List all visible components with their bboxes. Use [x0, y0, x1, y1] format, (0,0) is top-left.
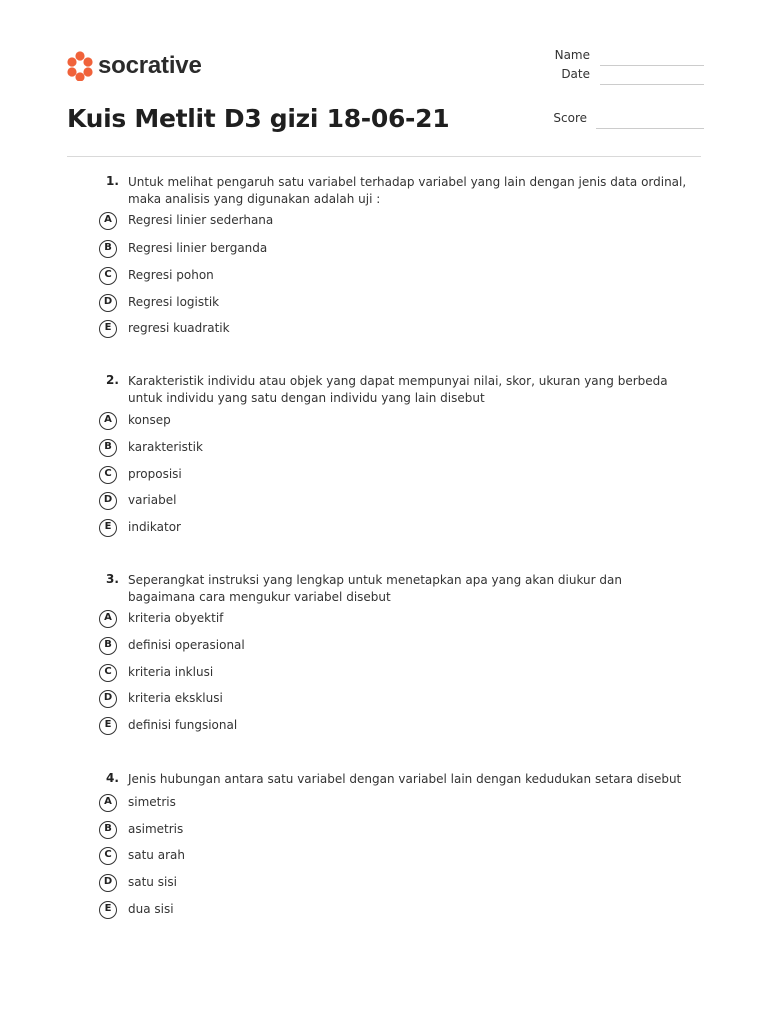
- question-number: 2.: [106, 373, 119, 387]
- option-a[interactable]: [99, 212, 659, 234]
- socrative-logo: [67, 50, 202, 82]
- option-d[interactable]: [99, 690, 659, 712]
- date-field[interactable]: [524, 67, 704, 85]
- option-text: definisi operasional: [128, 638, 245, 652]
- option-d[interactable]: [99, 294, 659, 316]
- question-number: 1.: [106, 174, 119, 188]
- logo-text: socrative: [98, 52, 202, 79]
- question-number: 3.: [106, 572, 119, 586]
- option-text: definisi fungsional: [128, 718, 238, 732]
- option-e[interactable]: [99, 519, 659, 541]
- option-letter-circle: C: [99, 466, 117, 484]
- option-d[interactable]: [99, 492, 659, 514]
- option-letter-circle: C: [99, 664, 117, 682]
- option-e[interactable]: [99, 901, 659, 923]
- question-text: Jenis hubungan antara satu variabel dengan variabel lain dengan kedudukan setara disebut: [128, 772, 682, 786]
- option-text: Regresi linier sederhana: [128, 213, 274, 227]
- option-letter-circle: C: [99, 267, 117, 285]
- option-text: kriteria inklusi: [128, 665, 214, 679]
- question-text: Untuk melihat pengaruh satu variabel terhadap variabel yang lain dengan jenis data ordinal, maka analisis yang digunakan adalah uji :: [128, 175, 687, 206]
- option-letter-circle: A: [99, 610, 117, 628]
- option-text: indikator: [128, 520, 181, 534]
- option-b[interactable]: [99, 439, 659, 461]
- option-text: satu arah: [128, 848, 185, 862]
- option-letter-circle: D: [99, 492, 117, 510]
- option-c[interactable]: [99, 267, 659, 289]
- option-letter-circle: A: [99, 412, 117, 430]
- option-letter-circle: B: [99, 637, 117, 655]
- option-a[interactable]: [99, 794, 659, 816]
- quiz-title: Kuis Metlit D3 gizi 18-06-21: [67, 104, 450, 133]
- score-label: Score: [553, 111, 587, 125]
- question-text: Karakteristik individu atau objek yang dapat mempunyai nilai, skor, ukuran yang berbeda untuk individu yang satu dengan individu yang lain disebut: [128, 374, 668, 405]
- date-label: Date: [561, 67, 590, 81]
- option-letter-circle: D: [99, 294, 117, 312]
- score-field[interactable]: [524, 111, 704, 129]
- option-c[interactable]: [99, 466, 659, 488]
- option-letter-circle: E: [99, 320, 117, 338]
- option-c[interactable]: [99, 847, 659, 869]
- option-b[interactable]: [99, 821, 659, 843]
- option-letter-circle: B: [99, 240, 117, 258]
- option-text: kriteria eksklusi: [128, 691, 223, 705]
- option-e[interactable]: [99, 320, 659, 342]
- option-letter-circle: A: [99, 212, 117, 230]
- option-text: satu sisi: [128, 875, 177, 889]
- option-b[interactable]: [99, 637, 659, 659]
- question-number: 4.: [106, 771, 119, 785]
- option-text: Regresi linier berganda: [128, 241, 268, 255]
- option-e[interactable]: [99, 717, 659, 739]
- date-line: [600, 84, 704, 85]
- option-text: Regresi pohon: [128, 268, 214, 282]
- option-text: konsep: [128, 413, 171, 427]
- option-text: variabel: [128, 493, 177, 507]
- option-d[interactable]: [99, 874, 659, 896]
- option-text: kriteria obyektif: [128, 611, 224, 625]
- name-field[interactable]: [524, 48, 704, 66]
- option-a[interactable]: [99, 412, 659, 434]
- option-text: asimetris: [128, 822, 184, 836]
- option-c[interactable]: [99, 664, 659, 686]
- option-text: simetris: [128, 795, 176, 809]
- option-letter-circle: C: [99, 847, 117, 865]
- option-letter-circle: E: [99, 519, 117, 537]
- header-divider: [67, 156, 701, 157]
- name-line: [600, 65, 704, 66]
- option-text: proposisi: [128, 467, 182, 481]
- option-text: regresi kuadratik: [128, 321, 230, 335]
- question-text: Seperangkat instruksi yang lengkap untuk menetapkan apa yang akan diukur dan bagaimana cara mengukur variabel disebut: [128, 573, 622, 604]
- option-letter-circle: B: [99, 439, 117, 457]
- option-letter-circle: B: [99, 821, 117, 839]
- score-line: [596, 128, 704, 129]
- option-text: karakteristik: [128, 440, 203, 454]
- name-label: Name: [554, 48, 590, 62]
- option-letter-circle: D: [99, 690, 117, 708]
- option-letter-circle: A: [99, 794, 117, 812]
- option-text: Regresi logistik: [128, 295, 220, 309]
- option-letter-circle: E: [99, 901, 117, 919]
- socrative-logo-icon: [67, 51, 93, 81]
- option-letter-circle: D: [99, 874, 117, 892]
- option-letter-circle: E: [99, 717, 117, 735]
- option-b[interactable]: [99, 240, 659, 262]
- option-text: dua sisi: [128, 902, 174, 916]
- option-a[interactable]: [99, 610, 659, 632]
